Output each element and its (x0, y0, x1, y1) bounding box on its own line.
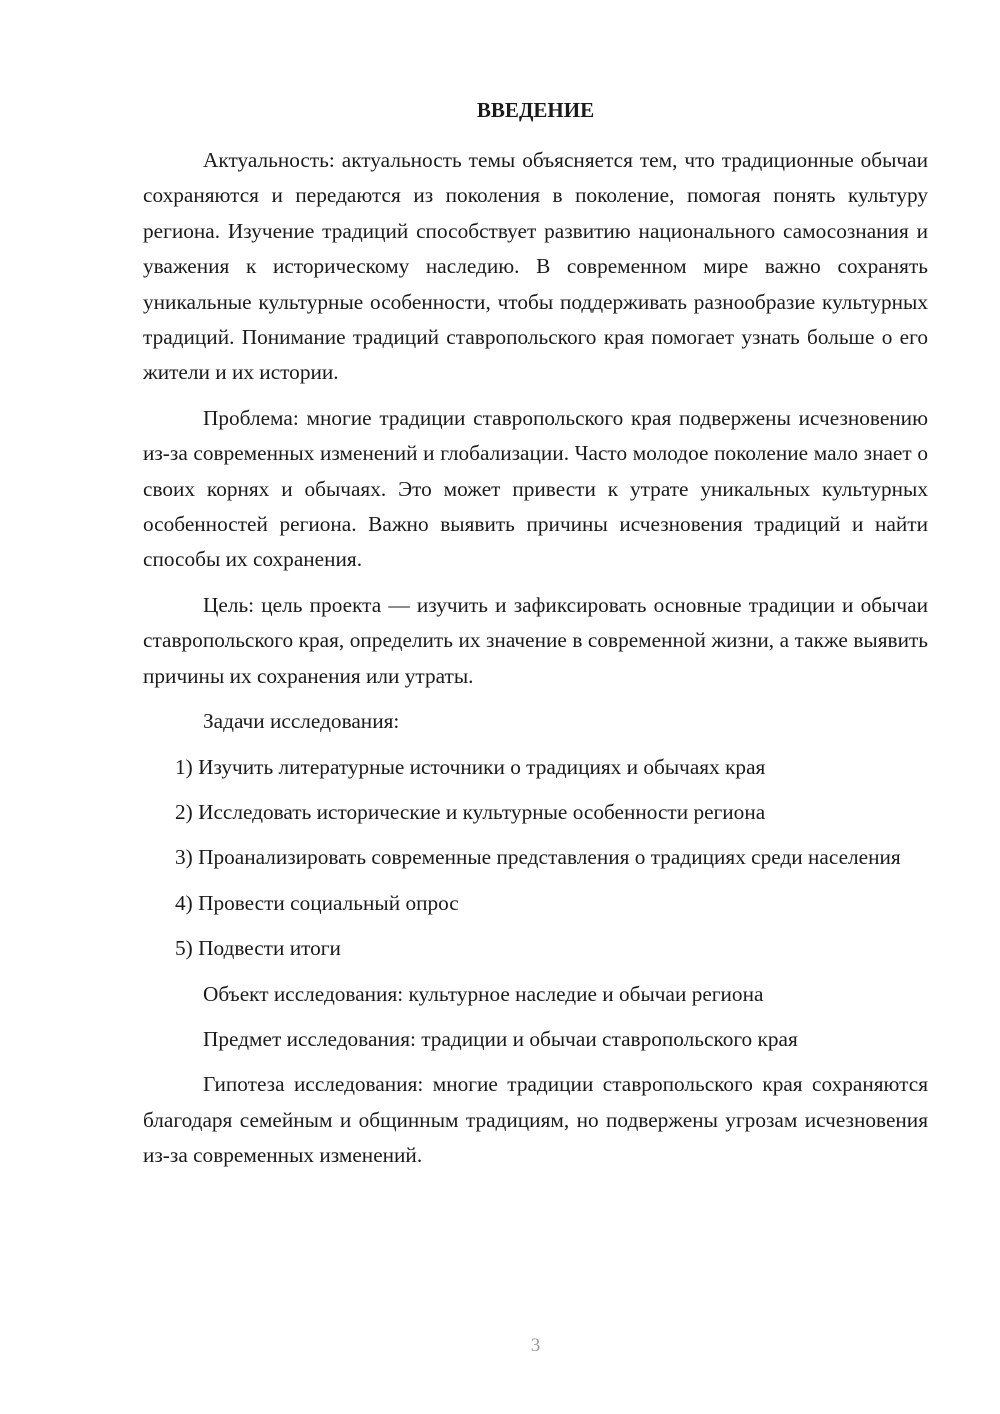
problem-paragraph: Проблема: многие традиции ставропольского края подвержены исчезновению из-за современных изменений и глобализации. Часто молодое поколение мало знает о своих корнях и обычаях. Это может привести к утрате уникальных культурных особенностей региона. Важно выявить причины исчезновения традиций и найти способы их сохранения. (143, 405, 928, 572)
hypothesis-paragraph: Гипотеза исследования: многие традиции ставропольского края сохраняются благодаря семейным и общинным традициям, но подвержены угрозам исчезновения из-за современных изменений. (143, 1072, 928, 1168)
document-body (143, 143, 928, 1184)
subject-paragraph: Предмет исследования: традиции и обычаи ставропольского края (203, 1026, 798, 1051)
task-item: 4) Провести социальный опрос (175, 890, 459, 915)
task-item: 3) Проанализировать современные представления о традициях среди населения (175, 845, 901, 870)
section-title: ВВЕДЕНИЕ (476, 98, 595, 122)
relevance-paragraph: Актуальность: актуальность темы объясняется тем, что традиционные обычаи сохраняются и передаются из поколения в поколение, помогая понять культуру региона. Изучение традиций способствует развитию национального самосознания и уважения к историческому наследию. В современном мире важно сохранять уникальные культурные особенности, чтобы поддерживать разнообразие культурных традиций. Понимание традиций ставропольского края помогает узнать больше о его жители и их истории. (143, 148, 928, 385)
task-item: 1) Изучить литературные источники о традициях и обычаях края (175, 754, 766, 779)
task-item: 5) Подвести итоги (175, 936, 341, 961)
tasks-heading: Задачи исследования: (203, 709, 400, 734)
document-page (143, 0, 928, 1414)
task-item: 2) Исследовать исторические и культурные особенности региона (175, 799, 766, 824)
goal-paragraph: Цель: цель проекта — изучить и зафиксировать основные традиции и обычаи ставропольского края, определить их значение в современной жизни, а также выявить причины их сохранения или утраты. (143, 592, 928, 688)
page-number: 3 (530, 1335, 541, 1356)
object-paragraph: Объект исследования: культурное наследие и обычаи региона (203, 981, 764, 1006)
